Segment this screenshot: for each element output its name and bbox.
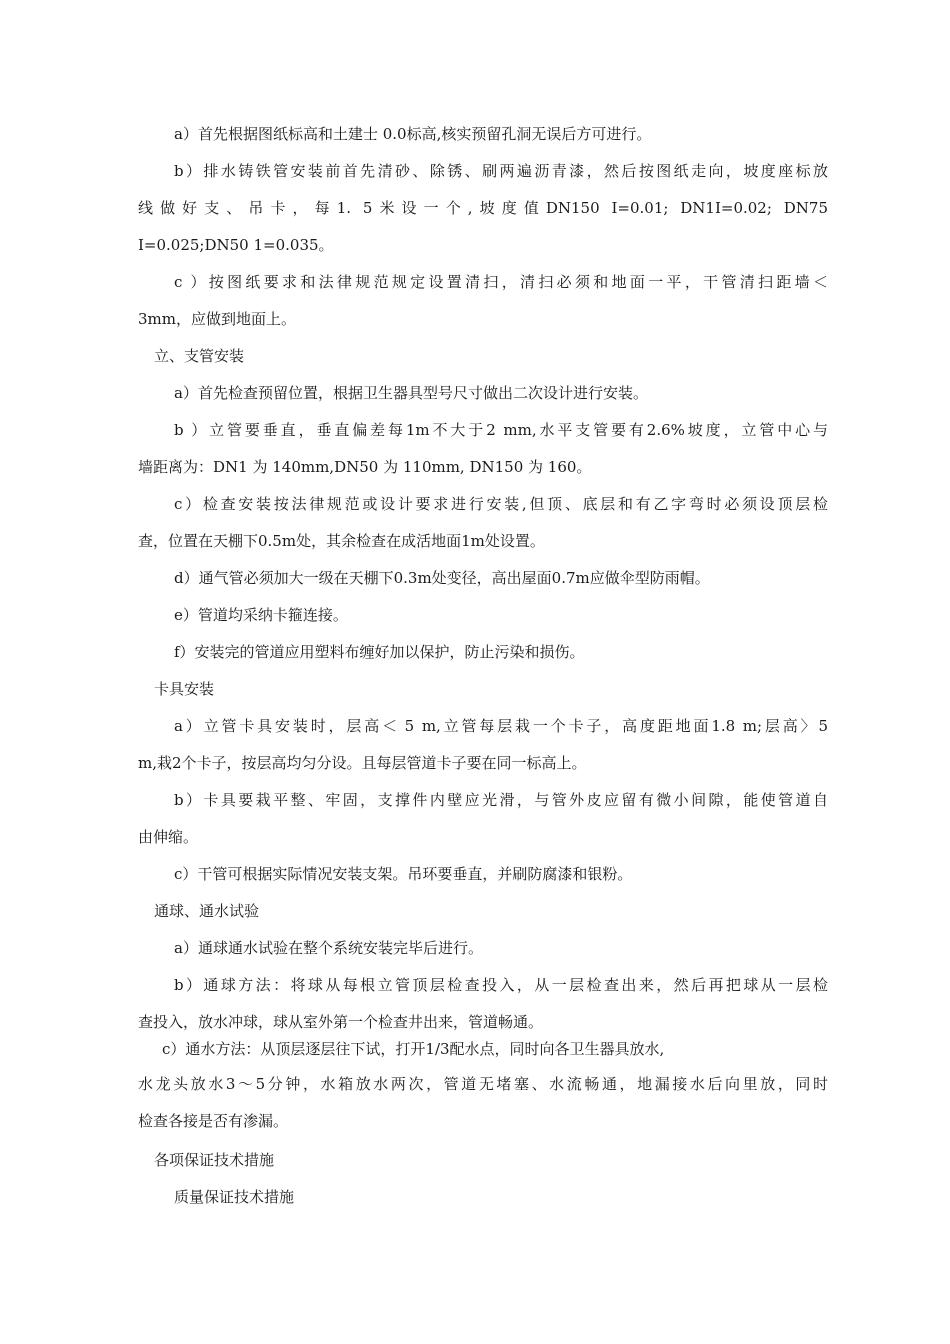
paragraph-line: 3mm，应做到地面上。 <box>138 310 296 328</box>
paragraph-line: a）首先检查预留位置，根据卫生器具型号尺寸做出二次设计进行安装。 <box>174 384 648 402</box>
paragraph-line: a）立管卡具安装时，层高＜ 5 m,立管每层栽一个卡子，高度距地面1.8 m;层高〉5 <box>174 717 828 735</box>
paragraph-line: d）通气管必须加大一级在天棚下0.3m处变径，高出屋面0.7m应做伞型防雨帽。 <box>174 569 710 587</box>
paragraph-line: I=0.025;DN50 1=0.035。 <box>138 236 334 254</box>
paragraph-line: 检查各接是否有渗漏。 <box>138 1112 289 1130</box>
subsection-heading: 质量保证技术措施 <box>174 1188 295 1206</box>
paragraph-line: a）首先根据图纸标高和土建士 0.0标高,核实预留孔洞无误后方可进行。 <box>174 125 652 143</box>
paragraph-line: 查投入，放水冲球，球从室外第一个检查井出来，管道畅通。 <box>138 1013 544 1031</box>
paragraph-line: 墙距离为：DN1 为 140mm,DN50 为 110mm, DN150 为 160。 <box>138 458 592 476</box>
section-heading: 立、支管安装 <box>154 347 245 365</box>
paragraph-line: a）通球通水试验在整个系统安装完毕后进行。 <box>174 939 483 957</box>
section-heading: 通球、通水试验 <box>154 902 260 920</box>
paragraph-line: e）管道均采纳卡箍连接。 <box>174 606 348 624</box>
paragraph-line: 水龙头放水3〜5分钟，水箱放水两次，管道无堵塞、水流畅通，地漏接水后向里放，同时 <box>138 1075 828 1093</box>
paragraph-line: b ）立管要垂直，垂直偏差每1m不大于2 mm,水平支管要有2.6%坡度，立管中心与 <box>174 421 828 439</box>
paragraph-line: 查，位置在天棚下0.5m处，其余检查在成活地面1m处设置。 <box>138 532 545 550</box>
paragraph-line: c ）按图纸要求和法律规范规定设置清扫，清扫必须和地面一平，干管清扫距墙＜ <box>174 273 828 291</box>
paragraph-line: f）安装完的管道应用塑料布缠好加以保护，防止污染和损伤。 <box>174 643 585 661</box>
paragraph-line: b）通球方法：将球从每根立管顶层检查投入，从一层检查出来，然后再把球从一层检 <box>174 976 828 994</box>
paragraph-line: b）卡具要栽平整、牢固，支撑件内壁应光滑，与管外皮应留有微小间隙，能使管道自 <box>174 791 828 809</box>
section-heading: 各项保证技术措施 <box>154 1151 275 1169</box>
section-heading: 卡具安装 <box>154 680 215 698</box>
paragraph-line: c）检查安装按法律规范或设计要求进行安装,但顶、底层和有乙字弯时必须设顶层检 <box>174 495 828 513</box>
paragraph-line: m,栽2个卡子，按层高均匀分设。且每层管道卡子要在同一标高上。 <box>138 754 587 772</box>
paragraph-line: 线做好支、吊卡，每1. 5米设一个,坡度值DN150 I=0.01; DN1I=0.02; DN75 <box>138 199 828 217</box>
paragraph-line: c）通水方法：从顶层逐层往下试，打开1/3配水点，同时向各卫生器具放水, <box>162 1040 665 1058</box>
paragraph-line: c）干管可根据实际情况安装支架。吊环要垂直，并刷防腐漆和银粉。 <box>174 865 633 883</box>
paragraph-line: b）排水铸铁管安装前首先清砂、除锈、刷两遍沥青漆，然后按图纸走向，坡度座标放 <box>174 162 828 180</box>
paragraph-line: 由伸缩。 <box>138 828 199 846</box>
